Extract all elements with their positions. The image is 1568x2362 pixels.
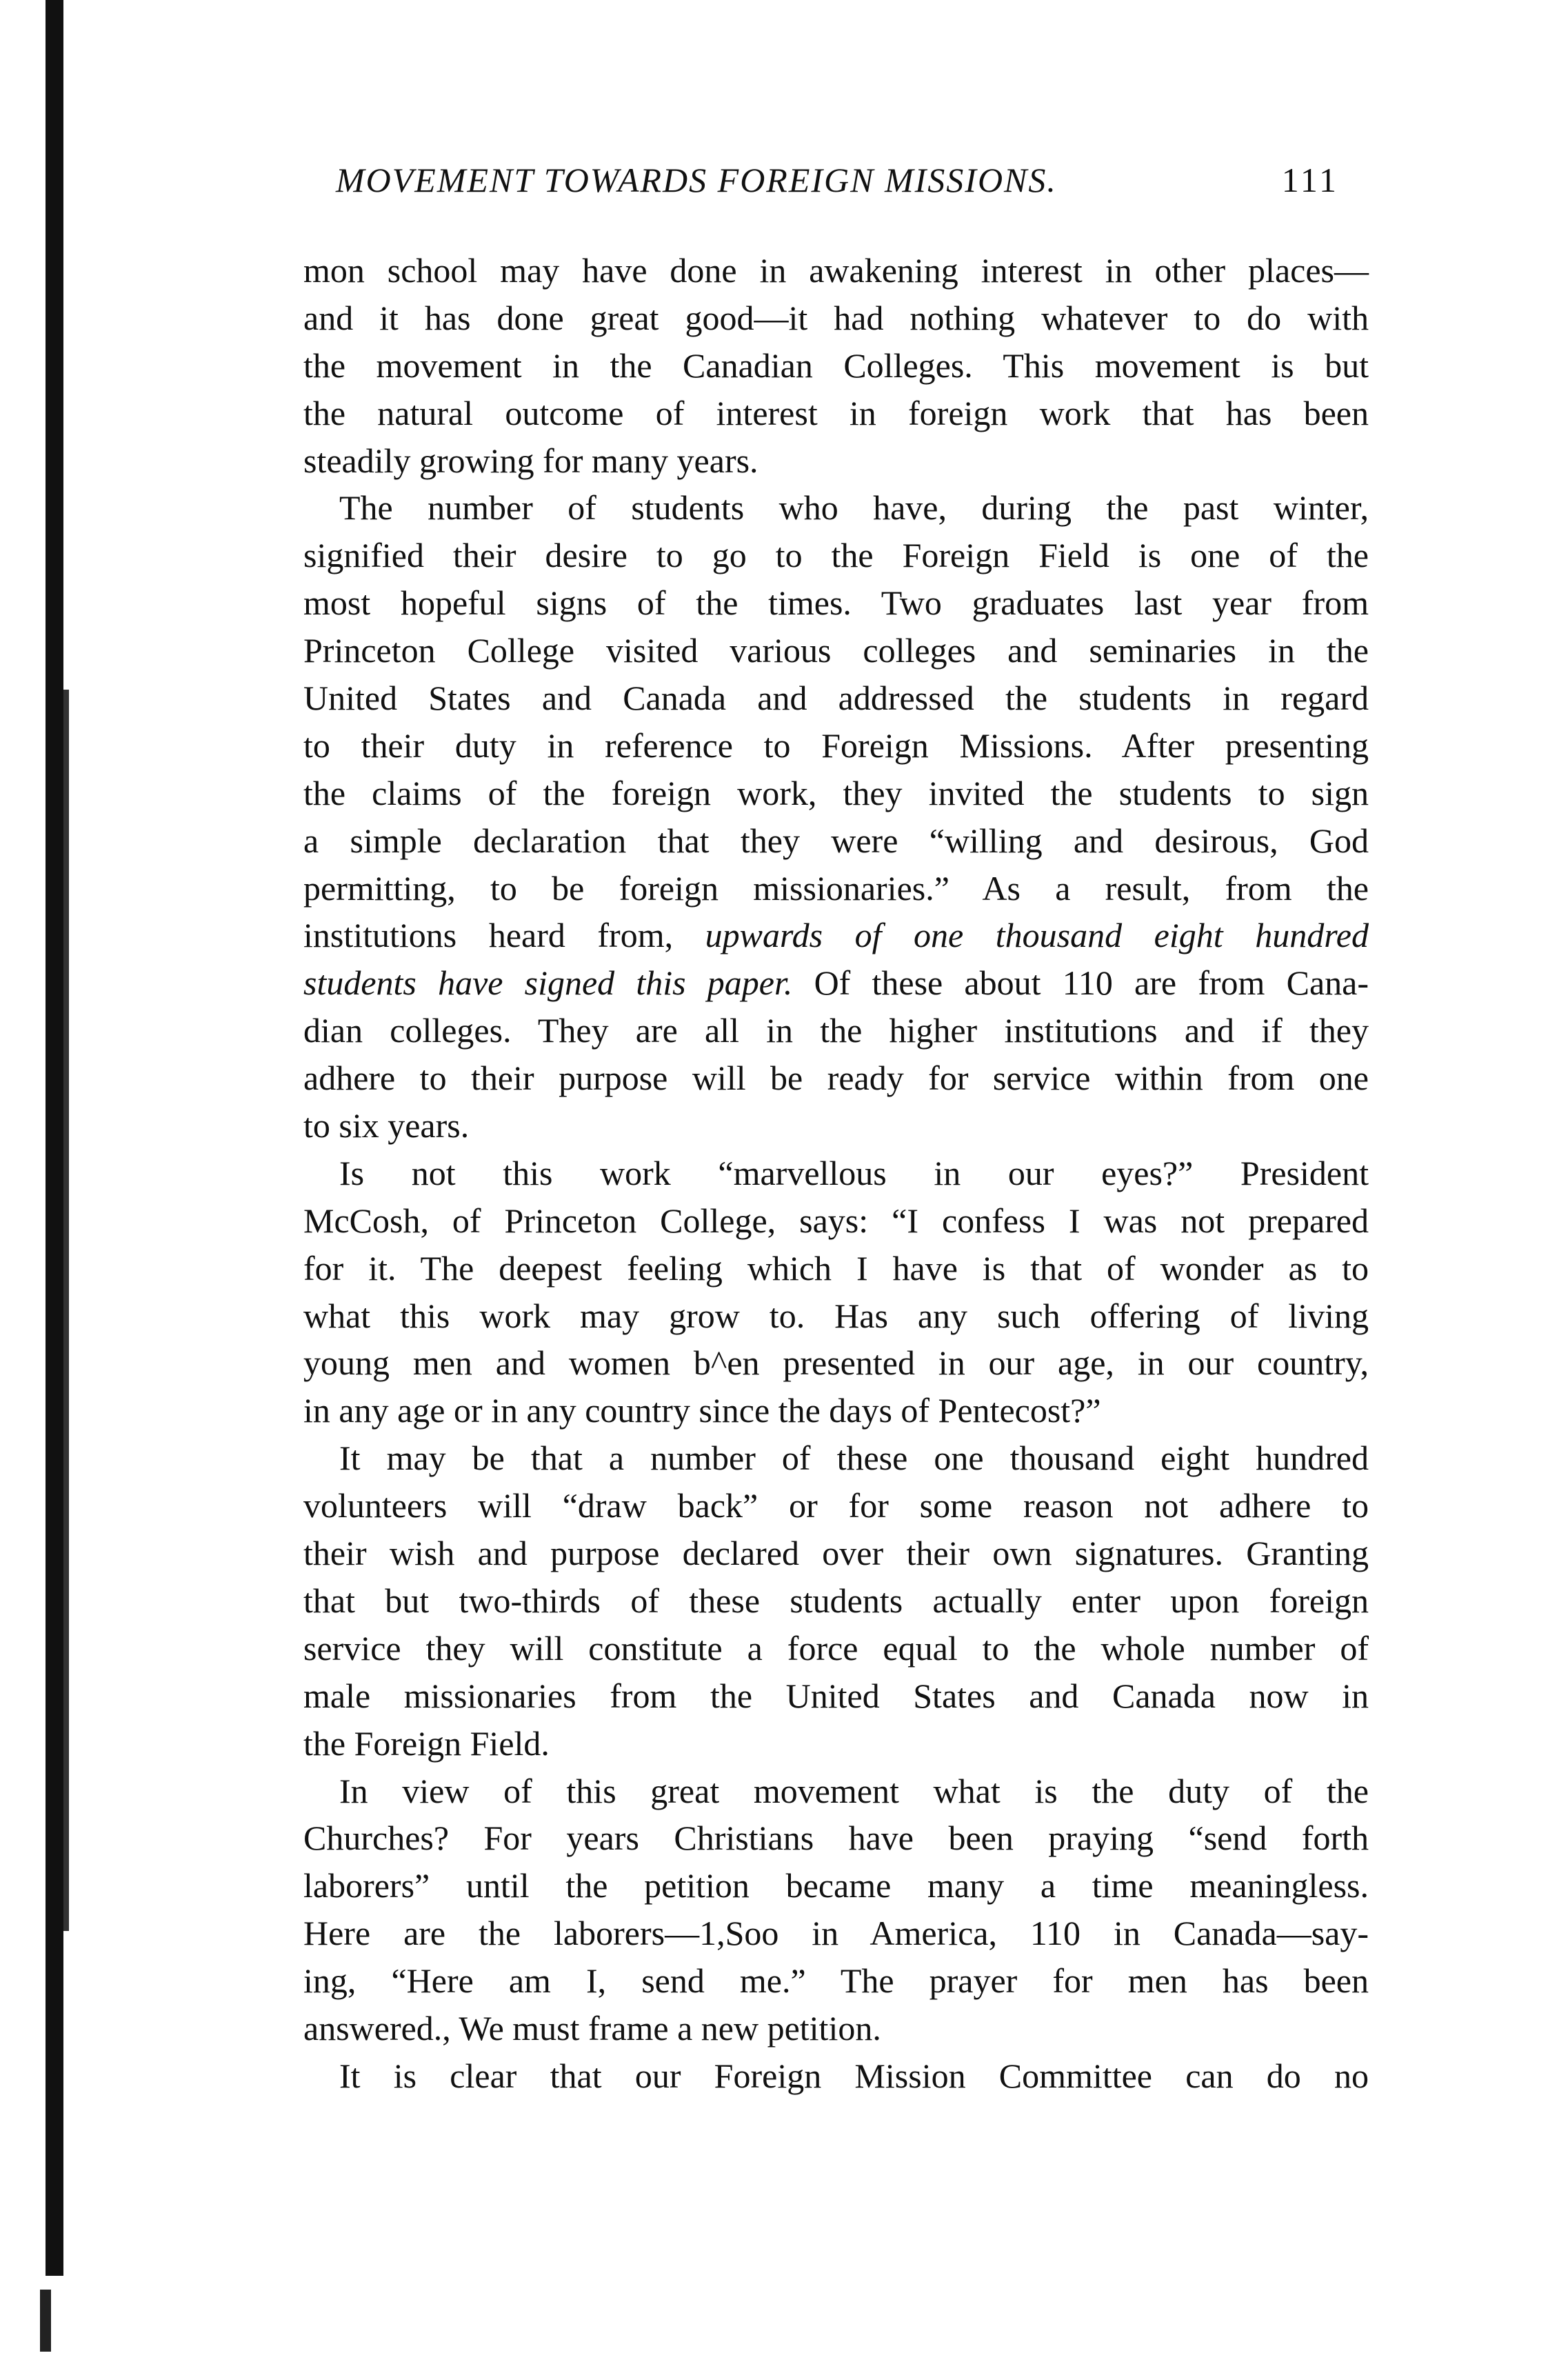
text-segment: the movement in the Canadian Colleges. This movement is but bbox=[303, 346, 1369, 385]
text-segment: answered., We must frame a new petition. bbox=[303, 2008, 881, 2048]
text-segment: their wish and purpose declared over their own signatures. Granting bbox=[303, 1534, 1369, 1573]
text-line bbox=[303, 1150, 1369, 1197]
paragraph bbox=[303, 1434, 1369, 1767]
text-segment: institutions heard from, bbox=[303, 916, 705, 955]
text-line bbox=[303, 1292, 1369, 1340]
text-line bbox=[303, 1245, 1369, 1292]
text-line bbox=[303, 2005, 1369, 2052]
text-line bbox=[303, 1434, 1369, 1482]
text-line bbox=[303, 627, 1369, 674]
text-line bbox=[303, 390, 1369, 437]
text-segment: the natural outcome of interest in foreign work that has been bbox=[303, 393, 1369, 432]
italic-text-segment: upwards of one thousand eight hundred bbox=[705, 916, 1369, 955]
paragraph bbox=[303, 1150, 1369, 1434]
text-line bbox=[303, 1768, 1369, 1815]
italic-text-segment: students have signed this paper. bbox=[303, 963, 793, 1003]
book-spine-shadow bbox=[63, 690, 69, 1931]
book-spine-edge bbox=[46, 0, 63, 2276]
text-line bbox=[303, 865, 1369, 912]
paragraph bbox=[303, 247, 1369, 484]
text-segment: adhere to their purpose will be ready for service within from one bbox=[303, 1059, 1369, 1098]
text-line bbox=[303, 1957, 1369, 2005]
text-segment: United States and Canada and addressed the students in regard bbox=[303, 679, 1369, 718]
text-segment: It may be that a number of these one thousand eight hundred bbox=[339, 1439, 1369, 1478]
paragraph bbox=[303, 1768, 1369, 2052]
text-segment: The number of students who have, during the past winter, bbox=[339, 488, 1369, 528]
text-line bbox=[303, 1197, 1369, 1245]
text-segment: a simple declaration that they were “willing and desirous, God bbox=[303, 821, 1369, 860]
text-segment: young men and women b^en presented in our age, in our country, bbox=[303, 1343, 1369, 1383]
text-segment: the Foreign Field. bbox=[303, 1723, 550, 1763]
text-segment: steadily growing for many years. bbox=[303, 441, 758, 480]
text-segment: that but two-thirds of these students actually enter upon foreign bbox=[303, 1581, 1369, 1620]
text-line bbox=[303, 2052, 1369, 2100]
text-segment: signified their desire to go to the Foreign Field is one of the bbox=[303, 536, 1369, 575]
text-segment: in any age or in any country since the days of Pentecost?” bbox=[303, 1391, 1101, 1430]
text-segment: Of these about 110 are from Cana- bbox=[792, 963, 1369, 1003]
text-segment: and it has done great good—it had nothing whatever to do with bbox=[303, 298, 1369, 337]
text-segment: Churches? For years Christians have been praying “send forth bbox=[303, 1819, 1369, 1858]
text-line bbox=[303, 294, 1369, 342]
running-title: MOVEMENT TOWARDS FOREIGN MISSIONS. bbox=[336, 161, 1057, 199]
text-line bbox=[303, 1625, 1369, 1672]
text-line bbox=[303, 770, 1369, 817]
text-line bbox=[303, 1102, 1369, 1150]
text-line bbox=[303, 817, 1369, 865]
text-line bbox=[303, 1387, 1369, 1434]
text-line bbox=[303, 484, 1369, 532]
text-line bbox=[303, 532, 1369, 579]
text-segment: ing, “Here am I, send me.” The prayer for men has been bbox=[303, 1961, 1369, 2001]
text-line bbox=[303, 1910, 1369, 1957]
text-line bbox=[303, 1482, 1369, 1530]
text-segment: what this work may grow to. Has any such offering of living bbox=[303, 1296, 1369, 1335]
text-line bbox=[303, 247, 1369, 294]
text-segment: In view of this great movement what is the duty of the bbox=[339, 1771, 1369, 1810]
text-segment: most hopeful signs of the times. Two graduates last year from bbox=[303, 583, 1369, 623]
book-spine-mark bbox=[40, 2290, 51, 2352]
text-segment: laborers” until the petition became many a time meaningless. bbox=[303, 1866, 1369, 1905]
paragraph bbox=[303, 484, 1369, 1149]
text-segment: Is not this work “marvellous in our eyes?” President bbox=[339, 1153, 1369, 1192]
text-line bbox=[303, 959, 1369, 1007]
text-line bbox=[303, 1007, 1369, 1054]
text-segment: Here are the laborers—1,Soo in America, 110 in Canada—say- bbox=[303, 1914, 1369, 1953]
text-line bbox=[303, 1814, 1369, 1862]
text-line bbox=[303, 1672, 1369, 1720]
text-segment: volunteers will “draw back” or for some reason not adhere to bbox=[303, 1486, 1369, 1525]
text-segment: dian colleges. They are all in the higher institutions and if they bbox=[303, 1011, 1369, 1050]
running-header bbox=[336, 160, 1339, 208]
text-segment: McCosh, of Princeton College, says: “I confess I was not prepared bbox=[303, 1201, 1369, 1240]
text-segment: for it. The deepest feeling which I have is that of wonder as to bbox=[303, 1248, 1369, 1288]
page-body bbox=[303, 247, 1369, 2100]
text-line bbox=[303, 342, 1369, 390]
text-segment: It is clear that our Foreign Mission Committee can do no bbox=[339, 2056, 1369, 2095]
text-segment: male missionaries from the United States and Canada now in bbox=[303, 1676, 1369, 1715]
text-line bbox=[303, 579, 1369, 627]
text-segment: to six years. bbox=[303, 1106, 470, 1145]
text-line bbox=[303, 1862, 1369, 1910]
text-line bbox=[303, 674, 1369, 722]
text-segment: permitting, to be foreign missionaries.” As a result, from the bbox=[303, 868, 1369, 908]
text-segment: service they will constitute a force equal to the whole number of bbox=[303, 1628, 1369, 1668]
text-line bbox=[303, 1339, 1369, 1387]
text-segment: to their duty in reference to Foreign Missions. After presenting bbox=[303, 725, 1369, 765]
text-line bbox=[303, 1577, 1369, 1625]
paragraph bbox=[303, 2052, 1369, 2100]
text-line bbox=[303, 722, 1369, 770]
text-line bbox=[303, 912, 1369, 959]
text-line bbox=[303, 1720, 1369, 1768]
text-segment: the claims of the foreign work, they invited the students to sign bbox=[303, 773, 1369, 812]
text-line bbox=[303, 1530, 1369, 1577]
page-number: 111 bbox=[1281, 161, 1339, 199]
text-segment: mon school may have done in awakening interest in other places— bbox=[303, 251, 1369, 290]
text-line bbox=[303, 1054, 1369, 1102]
text-line bbox=[303, 437, 1369, 485]
text-segment: Princeton College visited various colleges and seminaries in the bbox=[303, 631, 1369, 670]
